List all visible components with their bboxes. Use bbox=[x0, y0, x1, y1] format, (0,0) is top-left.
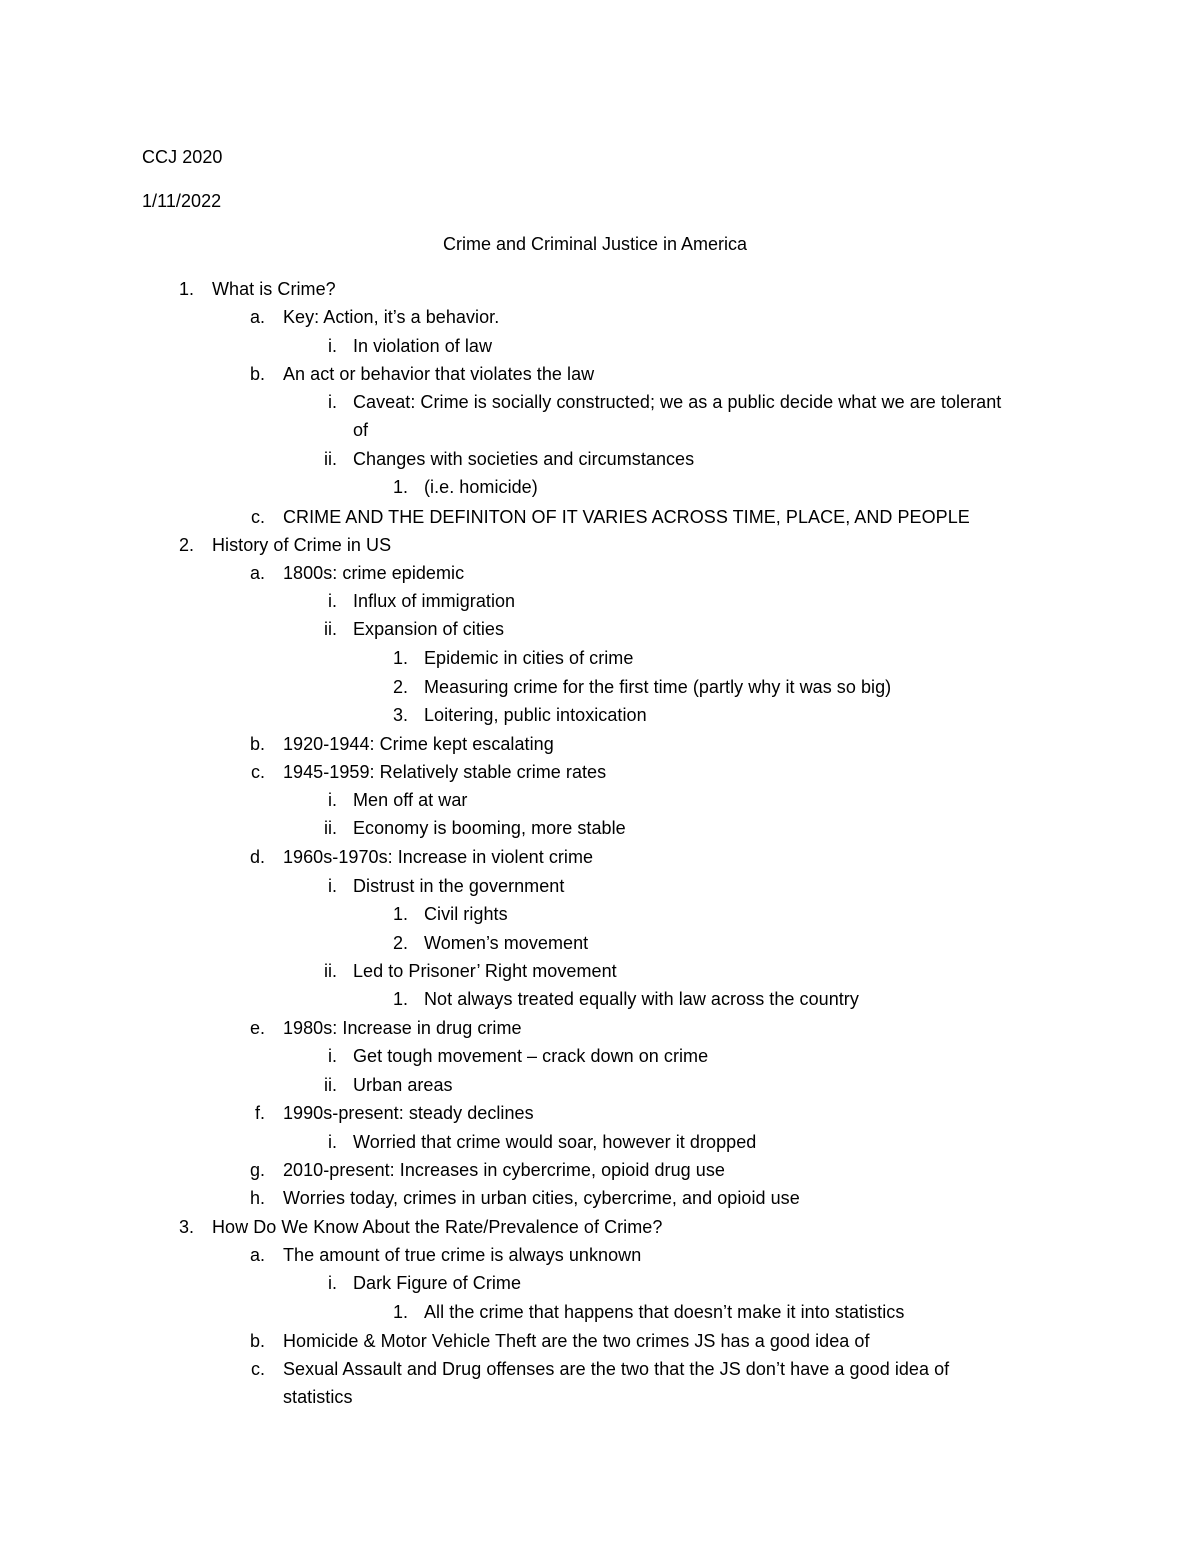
list-marker: i. bbox=[328, 1273, 337, 1293]
list-item-text: Measuring crime for the first time (partly why it was so big) bbox=[424, 677, 892, 697]
list-item-text: 1800s: crime epidemic bbox=[283, 563, 465, 583]
list-marker: c. bbox=[250, 762, 265, 782]
list-item-text: Worried that crime would soar, however it dropped bbox=[353, 1132, 757, 1152]
list-marker: i. bbox=[328, 876, 337, 896]
list-item-text: Civil rights bbox=[424, 904, 508, 924]
list-marker: b. bbox=[249, 734, 265, 754]
list-marker: i. bbox=[328, 790, 337, 810]
list-item-text: How Do We Know About the Rate/Prevalence of Crime? bbox=[212, 1217, 663, 1237]
list-item-text: Women’s movement bbox=[424, 933, 589, 953]
list-item-text: Expansion of cities bbox=[353, 619, 505, 639]
list-item-text: Loitering, public intoxication bbox=[424, 705, 647, 725]
list-item-text: Changes with societies and circumstances bbox=[353, 449, 695, 469]
list-marker: b. bbox=[249, 1331, 265, 1351]
list-marker: i. bbox=[328, 591, 337, 611]
list-item-text: The amount of true crime is always unknown bbox=[283, 1245, 642, 1265]
list-marker: ii. bbox=[324, 619, 337, 639]
list-marker: ii. bbox=[324, 961, 337, 981]
list-marker: h. bbox=[249, 1188, 265, 1208]
list-marker: g. bbox=[249, 1160, 265, 1180]
list-item-text: Get tough movement – crack down on crime bbox=[353, 1046, 709, 1066]
list-marker: 1. bbox=[392, 989, 408, 1009]
list-marker: e. bbox=[249, 1018, 265, 1038]
list-item-text: Dark Figure of Crime bbox=[353, 1273, 522, 1293]
list-item-text: An act or behavior that violates the law bbox=[283, 364, 595, 384]
list-item-text: Men off at war bbox=[353, 790, 468, 810]
list-marker: 3. bbox=[392, 705, 408, 725]
list-marker: a. bbox=[249, 563, 265, 583]
list-marker: f. bbox=[254, 1103, 265, 1123]
list-marker: 2. bbox=[178, 535, 194, 555]
list-marker: a. bbox=[249, 1245, 265, 1265]
list-item-text: Worries today, crimes in urban cities, cybercrime, and opioid use bbox=[283, 1188, 800, 1208]
list-marker: 2. bbox=[392, 677, 408, 697]
list-item-text: 1945-1959: Relatively stable crime rates bbox=[283, 762, 607, 782]
list-item-text: 1920-1944: Crime kept escalating bbox=[283, 734, 554, 754]
note-date: 1/11/2022 bbox=[142, 191, 222, 211]
list-marker: c. bbox=[250, 1359, 265, 1379]
course-code: CCJ 2020 bbox=[142, 147, 223, 167]
list-marker: ii. bbox=[324, 818, 337, 838]
list-marker: 1. bbox=[392, 648, 408, 668]
list-item-text: Influx of immigration bbox=[353, 591, 516, 611]
list-marker: ii. bbox=[324, 449, 337, 469]
list-item-text: Sexual Assault and Drug offenses are the two that the JS don’t have a good idea of bbox=[283, 1359, 950, 1379]
list-item-text: Not always treated equally with law across the country bbox=[424, 989, 859, 1009]
list-item-text: History of Crime in US bbox=[212, 535, 392, 555]
list-item-text: Caveat: Crime is socially constructed; we as a public decide what we are tolerant bbox=[353, 392, 1002, 412]
list-marker: i. bbox=[328, 336, 337, 356]
list-item-text: Key: Action, it’s a behavior. bbox=[283, 307, 500, 327]
list-item-text: CRIME AND THE DEFINITON OF IT VARIES ACROSS TIME, PLACE, AND PEOPLE bbox=[283, 507, 970, 527]
list-item-text: 2010-present: Increases in cybercrime, opioid drug use bbox=[283, 1160, 725, 1180]
list-item-text: Homicide & Motor Vehicle Theft are the two crimes JS has a good idea of bbox=[283, 1331, 870, 1351]
list-item-text: Economy is booming, more stable bbox=[353, 818, 626, 838]
list-item-text: Urban areas bbox=[353, 1075, 453, 1095]
list-item-text: of bbox=[353, 420, 369, 440]
list-marker: 1. bbox=[392, 904, 408, 924]
list-marker: 1. bbox=[392, 1302, 408, 1322]
list-marker: a. bbox=[249, 307, 265, 327]
list-item-text: What is Crime? bbox=[212, 279, 336, 299]
list-item-text: In violation of law bbox=[353, 336, 493, 356]
list-marker: i. bbox=[328, 1132, 337, 1152]
list-marker: ii. bbox=[324, 1075, 337, 1095]
list-marker: 1. bbox=[392, 477, 408, 497]
list-item-text: Epidemic in cities of crime bbox=[424, 648, 634, 668]
document-title: Crime and Criminal Justice in America bbox=[442, 234, 748, 254]
list-marker: b. bbox=[249, 364, 265, 384]
list-item-text: (i.e. homicide) bbox=[424, 477, 538, 497]
list-item-text: Distrust in the government bbox=[353, 876, 565, 896]
list-marker: 2. bbox=[392, 933, 408, 953]
list-marker: 3. bbox=[178, 1217, 194, 1237]
list-item-text: Led to Prisoner’ Right movement bbox=[353, 961, 617, 981]
list-item-text: statistics bbox=[283, 1387, 353, 1407]
list-marker: d. bbox=[249, 847, 265, 867]
list-marker: i. bbox=[328, 392, 337, 412]
list-item-text: 1960s-1970s: Increase in violent crime bbox=[283, 847, 594, 867]
list-marker: i. bbox=[328, 1046, 337, 1066]
list-item-text: 1980s: Increase in drug crime bbox=[283, 1018, 522, 1038]
list-marker: c. bbox=[250, 507, 265, 527]
list-marker: 1. bbox=[178, 279, 194, 299]
list-item-text: All the crime that happens that doesn’t make it into statistics bbox=[424, 1302, 905, 1322]
list-item-text: 1990s-present: steady declines bbox=[283, 1103, 534, 1123]
